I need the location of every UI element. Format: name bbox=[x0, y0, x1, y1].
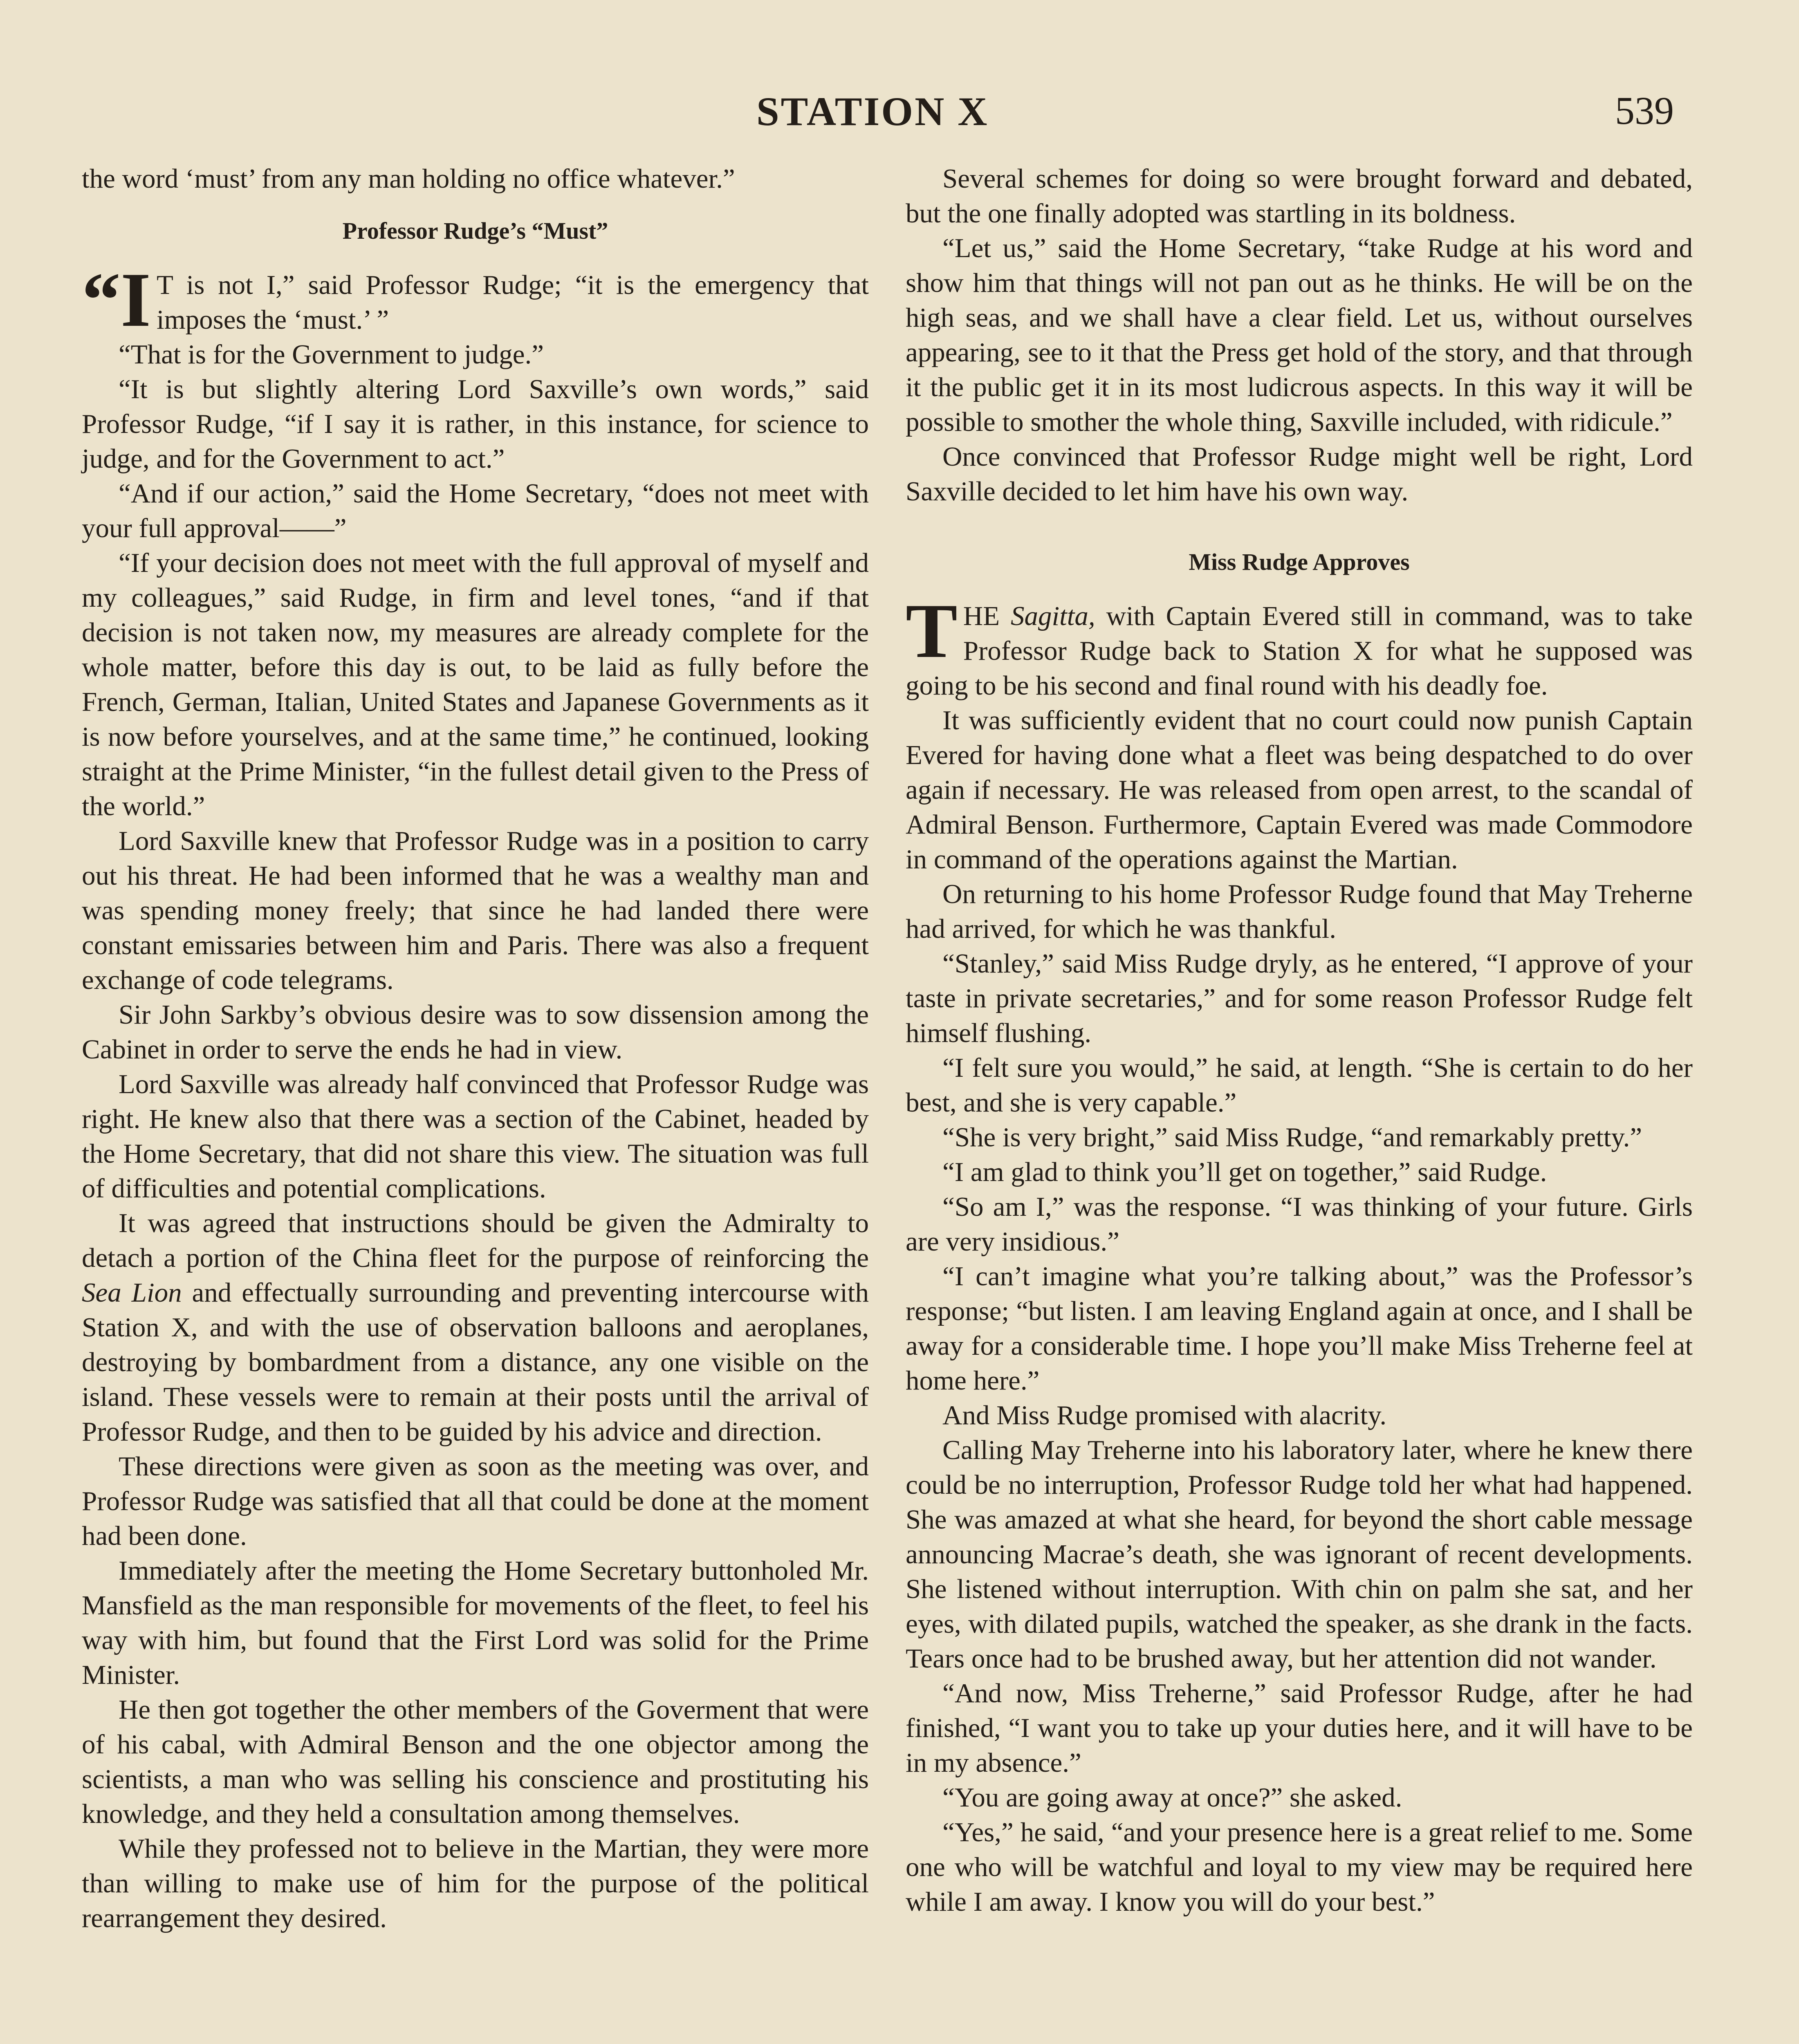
paragraph bbox=[906, 588, 1693, 703]
paragraph: Immediately after the meeting the Home Secretary buttonholed Mr. Mansfield as the man responsible for movements of the fleet, to feel his way with him, but found that the First Lord was solid for the Prime Minister. bbox=[82, 1555, 869, 1690]
paragraph-continued: the word ‘must’ from any man holding no office whatever.” bbox=[82, 164, 735, 194]
paragraph: Calling May Treherne into his laboratory later, where he knew there could be no interruption, Professor Rudge told her what had happened. She was amazed at what she heard, for beyond the short cable message announcing Macrae’s death, she was ignorant of recent developments. She listened without interruption. With chin on palm she sat, and her eyes, with dilated pupils, watched the speaker, as she drank in the facts. Tears once had to be brushed away, but her attention did not wander. bbox=[906, 1435, 1693, 1674]
paragraph: Lord Saxville was already half convinced that Professor Rudge was right. He knew also that there was a section of the Cabinet, headed by the Home Secretary, that did not share this view. The situation was full of difficulties and potential complications. bbox=[82, 1069, 869, 1204]
paragraph: “If your decision does not meet with the full approval of myself and my colleagues,” said Rudge, in firm and level tones, “and if that decision is not taken now, my measures are already complete for the whole matter, before this day is out, to be laid as fully before the French, German, Italian, United States and Japanese Governments as it is now before yourselves, and at the same time,” he continued, looking straight at the Prime Minister, “in the fullest detail given to the Press of the world.” bbox=[82, 548, 869, 821]
section-heading-miss-rudge-approves: Miss Rudge Approves bbox=[1189, 549, 1410, 575]
page-title: STATION X bbox=[756, 89, 989, 134]
paragraph: It was sufficiently evident that no court could now punish Captain Evered for having done what a fleet was being despatched to do over again if necessary. He was released from open arrest, to the scandal of Admiral Benson. Furthermore, Captain Evered was made Commodore in command of the operations against the Martian. bbox=[906, 705, 1693, 874]
paragraph: “And if our action,” said the Home Secretary, “does not meet with your full approval——” bbox=[82, 478, 869, 543]
paragraph: These directions were given as soon as the meeting was over, and Professor Rudge was satisfied that all that could be done at the moment had been done. bbox=[82, 1451, 869, 1551]
drop-cap: “I bbox=[82, 257, 151, 343]
paragraph bbox=[82, 1206, 869, 1449]
ship-name: Sagitta, bbox=[1011, 601, 1095, 631]
paragraph: On returning to his home Professor Rudge found that May Treherne had arrived, for which he was thankful. bbox=[906, 879, 1693, 944]
paragraph-text: with Captain Evered still in command, was to take Professor Rudge back to Station X for what he supposed was going to be his second and final round with his deadly foe. bbox=[906, 601, 1693, 701]
left-column bbox=[82, 161, 869, 1936]
paragraph-text: T is not I,” said Professor Rudge; “it is the emergency that imposes the ‘must.’ ” bbox=[156, 270, 869, 335]
paragraph: “It is but slightly altering Lord Saxville’s own words,” said Professor Rudge, “if I say it is rather, in this instance, for science to judge, and for the Government to act.” bbox=[82, 374, 869, 474]
paragraph: “Stanley,” said Miss Rudge dryly, as he entered, “I approve of your taste in private secretaries,” and for some reason Professor Rudge felt himself flushing. bbox=[906, 948, 1693, 1048]
paragraph-text: and effectually surrounding and preventing intercourse with Station X, and with the use of observation balloons and aeroplanes, destroying by bombardment from a distance, any one visible on the island. These vessels were to remain at their posts until the arrival of Professor Rudge, and then to be guided by his advice and direction. bbox=[82, 1278, 869, 1447]
page-number: 539 bbox=[1615, 89, 1674, 132]
ship-name: Sea Lion bbox=[82, 1278, 182, 1308]
paragraph: Several schemes for doing so were brought forward and debated, but the one finally adopted was startling in its boldness. bbox=[906, 164, 1693, 229]
paragraph: “That is for the Government to judge.” bbox=[119, 339, 544, 370]
paragraph: While they professed not to believe in the Martian, they were more than willing to make use of him for the purpose of the political rearrangement they desired. bbox=[82, 1833, 869, 1933]
paragraph bbox=[82, 257, 869, 343]
paragraph: “She is very bright,” said Miss Rudge, “and remarkably pretty.” bbox=[942, 1122, 1642, 1152]
paragraph: Lord Saxville knew that Professor Rudge was in a position to carry out his threat. He had been informed that he was a wealthy man and was spending money freely; that since he had landed there were constant emissaries between him and Paris. There was also a frequent exchange of code telegrams. bbox=[82, 826, 869, 995]
paragraph: Sir John Sarkby’s obvious desire was to sow dissension among the Cabinet in order to serve the ends he had in view. bbox=[82, 1000, 869, 1065]
paragraph: “You are going away at once?” she asked. bbox=[942, 1782, 1402, 1813]
paragraph: And Miss Rudge promised with alacrity. bbox=[942, 1400, 1387, 1430]
paragraph: He then got together the other members of the Goverment that were of his cabal, with Admiral Benson and the one objector among the scientists, a man who was selling his conscience and prostituting his knowledge, and they held a consultation among themselves. bbox=[82, 1694, 869, 1829]
running-head bbox=[0, 88, 1799, 149]
paragraph: “I am glad to think you’ll get on together,” said Rudge. bbox=[942, 1157, 1547, 1187]
paragraph: “I felt sure you would,” he said, at length. “She is certain to do her best, and she is very capable.” bbox=[906, 1053, 1693, 1118]
paragraph: Once convinced that Professor Rudge might well be right, Lord Saxville decided to let him have his own way. bbox=[906, 442, 1693, 507]
paragraph: “Let us,” said the Home Secretary, “take Rudge at his word and show him that things will not pan out as he thinks. He will be on the high seas, and we shall have a clear field. Let us, without ourselves appearing, see to it that the Press get hold of the story, and that through it the public get it in its most ludicrous aspects. In this way it will be possible to smother the whole thing, Saxville included, with ridicule.” bbox=[906, 233, 1693, 437]
paragraph: “I can’t imagine what you’re talking about,” was the Professor’s response; “but listen. I am leaving England again at once, and I shall be away for a considerable time. I hope you’ll make Miss Treherne feel at home here.” bbox=[906, 1261, 1693, 1396]
paragraph: “Yes,” he said, “and your presence here is a great relief to me. Some one who will be watchful and loyal to my view may be required here while I am away. I know you will do your best.” bbox=[906, 1817, 1693, 1917]
paragraph: “And now, Miss Treherne,” said Professor Rudge, after he had finished, “I want you to take up your duties here, and it will have to be in my absence.” bbox=[906, 1678, 1693, 1778]
paragraph-text: It was agreed that instructions should be given the Admiralty to detach a portion of the China fleet for the purpose of reinforcing the bbox=[82, 1208, 869, 1273]
right-column bbox=[906, 161, 1693, 1919]
paragraph-text: HE bbox=[963, 601, 1011, 631]
drop-cap: T bbox=[906, 588, 958, 674]
paragraph: “So am I,” was the response. “I was thinking of your future. Girls are very insidious.” bbox=[906, 1192, 1693, 1257]
section-heading-rudge-must: Professor Rudge’s “Must” bbox=[342, 217, 608, 244]
